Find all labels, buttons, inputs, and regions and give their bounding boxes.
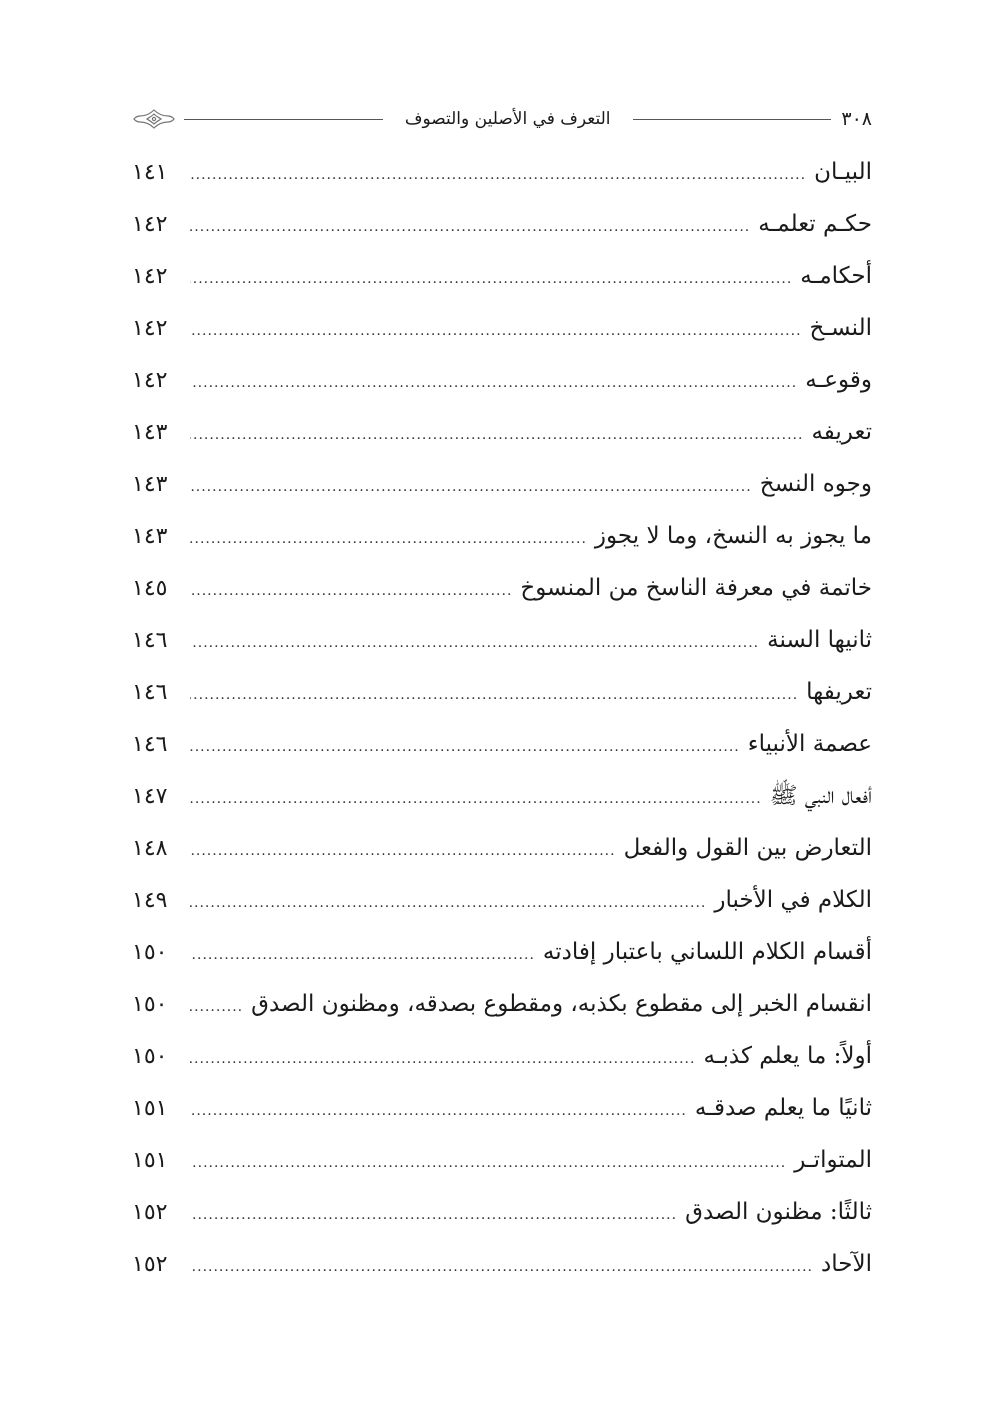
toc-entry-title: أولاً: ما يعلم كذبـه: [703, 1043, 872, 1069]
toc-entry-page: ١٥٢: [132, 1200, 168, 1225]
toc-entry-page: ١٤٣: [132, 524, 168, 549]
toc-entry-page: ١٤٨: [132, 836, 168, 861]
toc-entry: [132, 1134, 872, 1186]
toc-entry-page: ١٥٠: [132, 1044, 168, 1069]
dot-leader: [190, 1033, 695, 1085]
table-of-contents: [132, 146, 872, 1290]
toc-entry-page: ١٤٩: [132, 888, 168, 913]
toc-entry-page: ١٥١: [132, 1148, 168, 1173]
dot-leader: [190, 565, 512, 617]
dot-leader: [190, 253, 792, 305]
toc-entry: [132, 1186, 872, 1238]
toc-entry-title: ثالثًا: مظنون الصدق: [685, 1199, 872, 1225]
toc-entry-page: ١٥٠: [132, 940, 168, 965]
toc-entry: [132, 198, 872, 250]
toc-entry-title: التعارض بين القول والفعل: [623, 835, 872, 861]
toc-entry-title: عصمة الأنبياء: [747, 731, 872, 757]
toc-entry-title: المتواتـر: [794, 1147, 872, 1173]
toc-entry-title: النسـخ: [809, 315, 872, 341]
dot-leader: [190, 1137, 786, 1189]
toc-entry-title: الآحاد: [821, 1251, 872, 1277]
toc-entry-title: البيـان: [814, 159, 872, 185]
running-header: [132, 104, 872, 134]
toc-entry-title: تعريفه: [811, 419, 872, 445]
toc-entry-page: ١٤٦: [132, 732, 168, 757]
toc-entry-page: ١٤٥: [132, 576, 168, 601]
toc-entry-page: ١٤٢: [132, 368, 168, 393]
toc-entry-page: ١٤٦: [132, 680, 168, 705]
toc-entry: [132, 302, 872, 354]
toc-entry-page: ١٤٢: [132, 212, 168, 237]
toc-entry: [132, 562, 872, 614]
toc-entry: [132, 510, 872, 562]
dot-leader: [190, 409, 803, 461]
dot-leader: [190, 357, 797, 409]
toc-entry-title: انقسام الخبر إلى مقطوع بكذبه، ومقطوع بصدقه، ومظنون الصدق: [251, 991, 872, 1017]
dot-leader: [190, 513, 587, 565]
dot-leader: [190, 1085, 687, 1137]
toc-entry-title: ما يجوز به النسخ، وما لا يجوز: [594, 523, 872, 549]
toc-entry: [132, 406, 872, 458]
dot-leader: [190, 149, 806, 201]
dot-leader: [190, 1189, 677, 1241]
page-number: ٣٠٨: [841, 108, 872, 130]
toc-entry-page: ١٤٣: [132, 420, 168, 445]
toc-entry-title: وقوعـه: [805, 367, 872, 393]
dot-leader: [190, 305, 802, 357]
toc-entry: [132, 354, 872, 406]
toc-entry-page: ١٥٢: [132, 1252, 168, 1277]
dot-leader: [190, 773, 762, 825]
toc-entry-title: ثانيها السنة: [767, 627, 872, 653]
toc-entry-title: الكلام في الأخبار: [714, 887, 872, 913]
toc-entry-page: ١٤٢: [132, 316, 168, 341]
toc-entry-title: أحكامـه: [800, 263, 872, 289]
dot-leader: [190, 721, 740, 773]
book-title: التعرف في الأصلين والتصوف: [404, 109, 611, 129]
toc-entry: [132, 822, 872, 874]
toc-entry: [132, 666, 872, 718]
toc-entry-page: ١٤٧: [132, 784, 168, 809]
dot-leader: [190, 201, 750, 253]
dot-leader: [190, 617, 759, 669]
dot-leader: [190, 929, 535, 981]
header-rule: [633, 119, 832, 120]
toc-entry-title: تعريفها: [806, 679, 872, 705]
toc-entry-title: وجوه النسخ: [759, 471, 872, 497]
arabesque-ornament-icon: [132, 107, 176, 131]
toc-entry-page: ١٥٠: [132, 992, 168, 1017]
toc-entry: [132, 718, 872, 770]
toc-entry-title: حكـم تعلمـه: [758, 211, 872, 237]
dot-leader: [190, 1241, 813, 1293]
toc-entry: [132, 926, 872, 978]
dot-leader: [190, 825, 616, 877]
toc-entry-title: خاتمة في معرفة الناسخ من المنسوخ: [520, 575, 872, 601]
toc-entry: [132, 146, 872, 198]
toc-entry: [132, 1238, 872, 1290]
toc-entry-page: ١٤٦: [132, 628, 168, 653]
toc-entry-page: ١٥١: [132, 1096, 168, 1121]
toc-entry-title: أقسام الكلام اللساني باعتبار إفادته: [542, 939, 872, 965]
toc-entry-page: ١٤٣: [132, 472, 168, 497]
header-rule: [184, 119, 383, 120]
toc-entry-page: ١٤١: [132, 160, 168, 185]
toc-entry: [132, 1082, 872, 1134]
toc-entry-title: أفعال النبي ﷺ: [769, 783, 872, 809]
toc-entry: [132, 874, 872, 926]
dot-leader: [190, 461, 752, 513]
dot-leader: [190, 669, 798, 721]
toc-entry: [132, 614, 872, 666]
toc-entry: [132, 458, 872, 510]
dot-leader: [190, 981, 243, 1033]
toc-entry: [132, 250, 872, 302]
toc-entry-title: ثانيًا ما يعلم صدقـه: [694, 1095, 872, 1121]
toc-entry-page: ١٤٢: [132, 264, 168, 289]
toc-entry: [132, 770, 872, 822]
dot-leader: [190, 877, 706, 929]
toc-entry: [132, 1030, 872, 1082]
toc-entry: [132, 978, 872, 1030]
